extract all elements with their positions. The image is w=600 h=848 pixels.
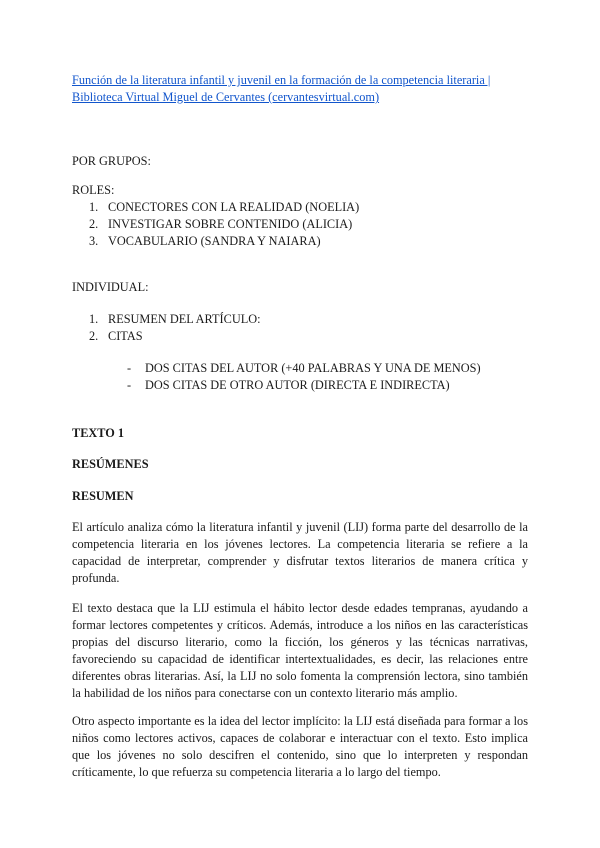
list-number: 3. (89, 234, 99, 248)
list-item-text: VOCABULARIO (SANDRA Y NAIARA) (108, 234, 321, 248)
article-link-line-2[interactable]: Biblioteca Virtual Miguel de Cervantes (cervantesvirtual.com) (72, 90, 380, 104)
list-number: 1. (89, 200, 99, 214)
paragraph-1: El artículo analiza cómo la literatura infantil y juvenil (LIJ) forma parte del desarrollo de la competencia literaria en los jóvenes lectores. La competencia literaria se refiere a la capacidad de interpretar, comprender y disfrutar textos literarios de manera crítica y profunda. (72, 520, 528, 585)
list-item-text: RESUMEN DEL ARTÍCULO: (108, 312, 261, 326)
list-dash: - (127, 378, 132, 392)
roles-label: ROLES: (72, 183, 115, 197)
list-number: 1. (89, 312, 99, 326)
list-item (72, 360, 528, 377)
list-item (72, 233, 528, 250)
paragraph-3: Otro aspecto importante es la idea del lector implícito: la LIJ está diseñada para formar a los niños como lectores activos, capaces de colaborar e interactuar con el texto. Esto implica que los jóvenes no solo descifren el contenido, sino que lo interpreten y respondan críticamente, lo que refuerza su competencia literaria a lo largo del tiempo. (72, 714, 528, 779)
list-item-text: INVESTIGAR SOBRE CONTENIDO (ALICIA) (108, 217, 353, 231)
list-item-text: CITAS (108, 329, 143, 343)
citas-sublist (72, 360, 528, 394)
list-item (72, 328, 528, 345)
list-item-text: DOS CITAS DE OTRO AUTOR (DIRECTA E INDIRECTA) (145, 378, 450, 392)
individual-label: INDIVIDUAL: (72, 280, 149, 294)
list-item-text: CONECTORES CON LA REALIDAD (NOELIA) (108, 200, 360, 214)
list-number: 2. (89, 329, 99, 343)
article-link[interactable] (72, 72, 528, 106)
individual-list (72, 311, 528, 345)
por-grupos-label: POR GRUPOS: (72, 154, 151, 168)
list-item (72, 311, 528, 328)
list-dash: - (127, 361, 132, 375)
paragraph-2: El texto destaca que la LIJ estimula el hábito lector desde edades tempranas, ayudando a formar lectores competentes y críticos. Además, introduce a los niños en las características propias del discurso literario, como la ficción, los géneros y las técnicas narrativas, favoreciendo su capacidad de identificar intertextualidades, es decir, las relaciones entre diferentes obras literarias. Así, la LIJ no solo fomenta la comprensión lectora, sino también la habilidad de los niños para conectarse con un contexto literario más amplio. (72, 601, 528, 700)
list-item (72, 199, 528, 216)
texto-heading: TEXTO 1 (72, 426, 125, 440)
list-number: 2. (89, 217, 99, 231)
list-item (72, 377, 528, 394)
list-item-text: DOS CITAS DEL AUTOR (+40 PALABRAS Y UNA DE MENOS) (145, 361, 481, 375)
article-link-line-1[interactable]: Función de la literatura infantil y juvenil en la formación de la competencia literaria | (72, 73, 491, 87)
list-item (72, 216, 528, 233)
resumenes-heading: RESÚMENES (72, 457, 149, 471)
resumen-heading: RESUMEN (72, 489, 134, 503)
roles-list (72, 199, 528, 250)
